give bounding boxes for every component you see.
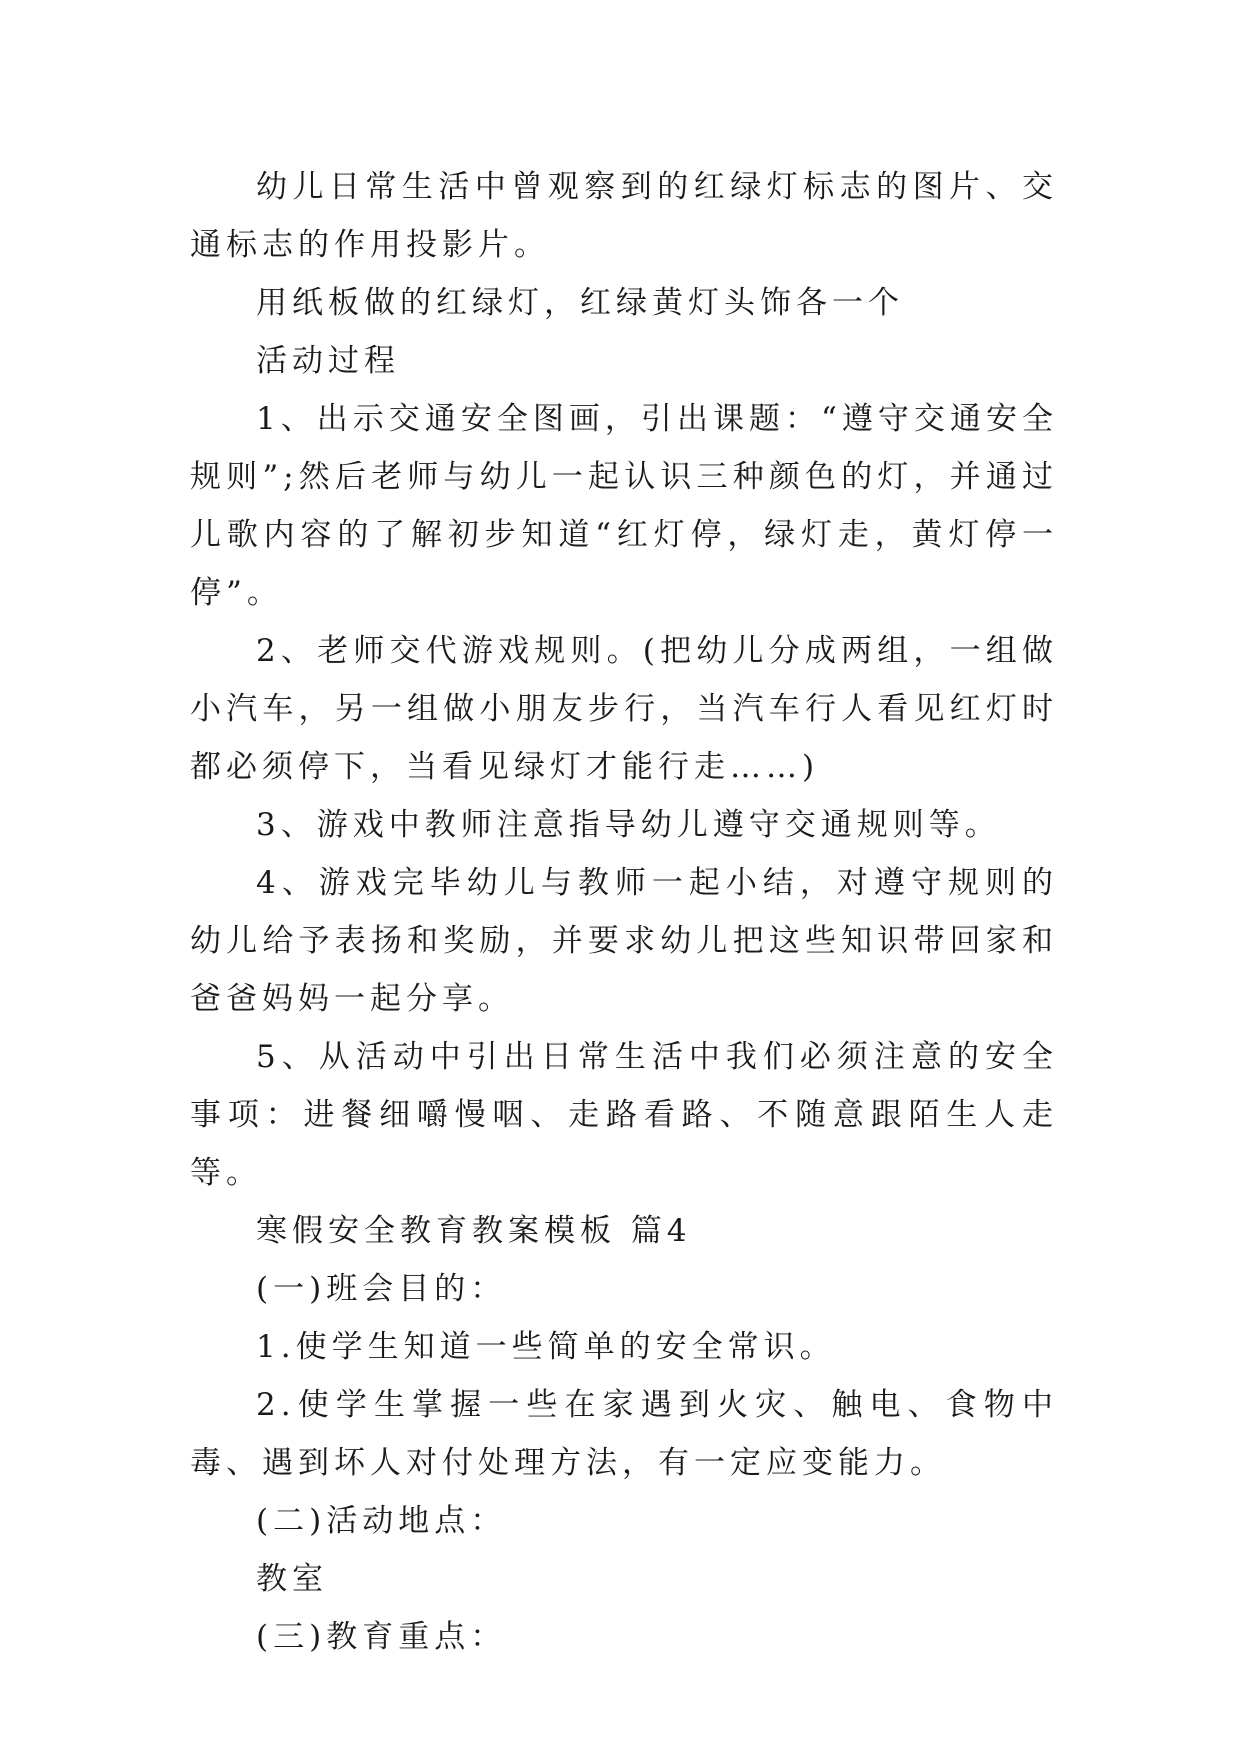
paragraph-step-1: 1、出示交通安全图画，引出课题：“遵守交通安全规则”;然后老师与幼儿一起认识三种颜色的灯，并通过儿歌内容的了解初步知道“红灯停，绿灯走，黄灯停一停”。 bbox=[190, 401, 1058, 611]
paragraph-step-5: 5、从活动中引出日常生活中我们必须注意的安全事项：进餐细嚼慢咽、走路看路、不随意跟陌生人走等。 bbox=[190, 1039, 1058, 1191]
paragraph-activity-heading: 活动过程 bbox=[256, 343, 400, 379]
paragraph-step-2: 2、老师交代游戏规则。(把幼儿分成两组，一组做小汽车，另一组做小朋友步行，当汽车行人看见红灯时都必须停下，当看见绿灯才能行走……) bbox=[190, 633, 1058, 785]
paragraph-materials-props: 用纸板做的红绿灯，红绿黄灯头饰各一个 bbox=[256, 285, 904, 321]
section-title: 寒假安全教育教案模板 篇4 bbox=[256, 1213, 692, 1249]
paragraph-purpose-2: 2.使学生掌握一些在家遇到火灾、触电、食物中毒、遇到坏人对付处理方法，有一定应变能力。 bbox=[190, 1387, 1058, 1481]
paragraph-step-3: 3、游戏中教师注意指导幼儿遵守交通规则等。 bbox=[256, 807, 1001, 843]
paragraph-purpose-heading: (一)班会目的： bbox=[256, 1271, 507, 1307]
paragraph-purpose-1: 1.使学生知道一些简单的安全常识。 bbox=[256, 1329, 836, 1365]
paragraph-location: 教室 bbox=[256, 1561, 328, 1597]
paragraph-step-4: 4、游戏完毕幼儿与教师一起小结，对遵守规则的幼儿给予表扬和奖励，并要求幼儿把这些知识带回家和爸爸妈妈一起分享。 bbox=[190, 865, 1058, 1017]
paragraph-focus-heading: (三)教育重点： bbox=[256, 1619, 507, 1655]
paragraph-materials-pictures: 幼儿日常生活中曾观察到的红绿灯标志的图片、交通标志的作用投影片。 bbox=[190, 169, 1058, 263]
document-body bbox=[190, 158, 1058, 1666]
paragraph-location-heading: (二)活动地点： bbox=[256, 1503, 507, 1539]
